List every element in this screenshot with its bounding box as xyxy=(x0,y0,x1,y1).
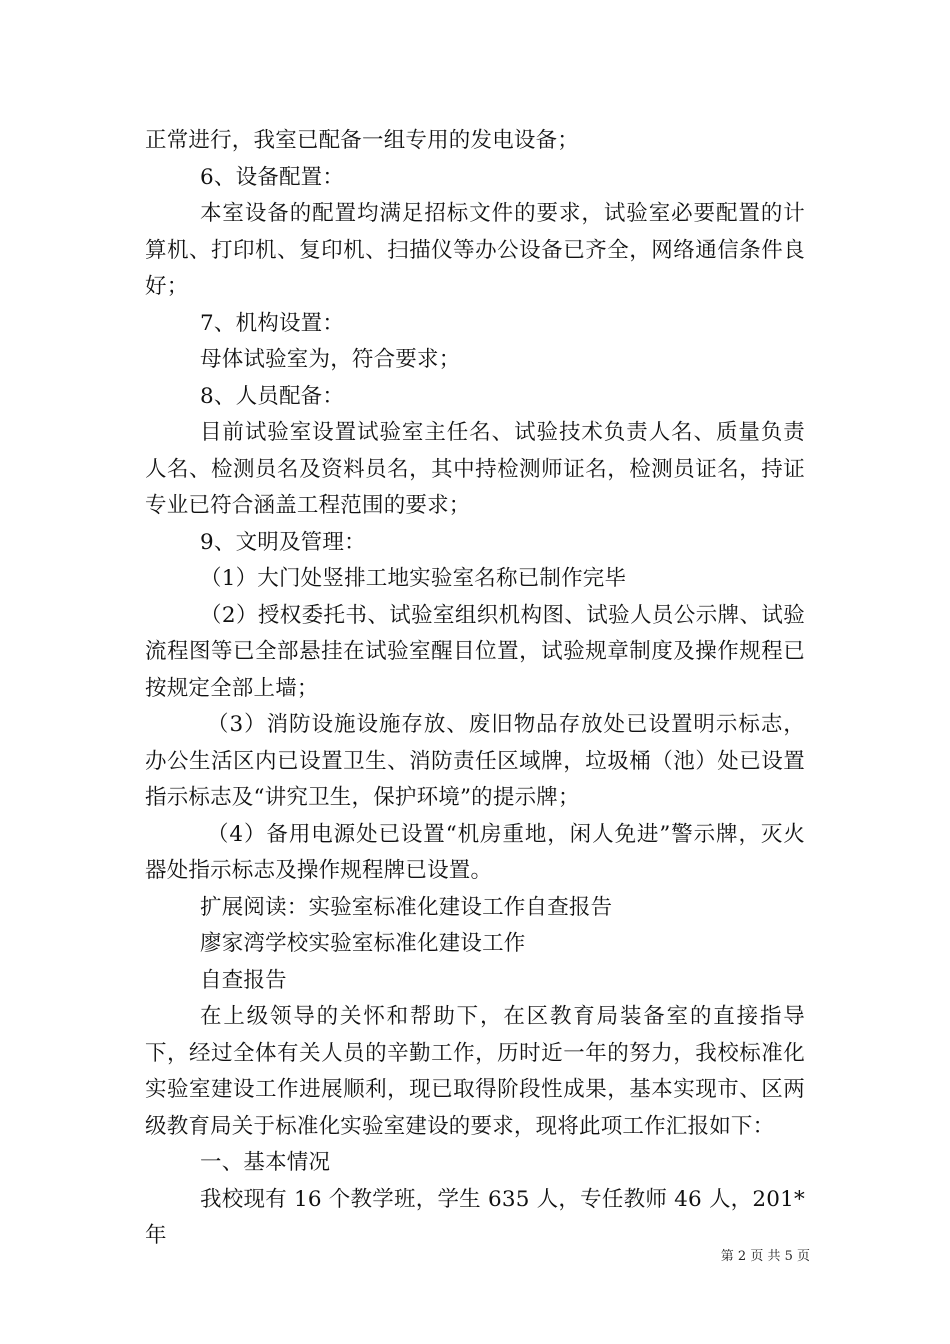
extended-reading-line: 扩展阅读：实验室标准化建设工作自查报告 xyxy=(200,894,613,920)
paragraph-basic-situation: 我校现有 16 个教学班，学生 635 人，专任教师 46 人，201*年 xyxy=(145,1186,805,1248)
item-1-gate-sign: （1）大门处竖排工地实验室名称已制作完毕 xyxy=(200,566,627,591)
report-title-line-1: 廖家湾学校实验室标准化建设工作 xyxy=(200,931,526,956)
report-title-line-2: 自查报告 xyxy=(200,967,287,993)
heading-6-equipment-config: 6、设备配置： xyxy=(200,164,345,190)
heading-7-organization-setup: 7、机构设置： xyxy=(200,310,345,336)
paragraph-organization-setup: 母体试验室为，符合要求； xyxy=(200,347,461,372)
paragraph-report-intro: 在上级领导的关怀和帮助下，在区教育局装备室的直接指导下，经过全体有关人员的辛勤工作，历时近一年的努力，我校标准化实验室建设工作进展顺利，现已取得阶段性成果，基本实现市、区两级教育局关于标准化实验室建设的要求，现将此项工作汇报如下： xyxy=(145,1004,805,1139)
paragraph-equipment-config: 本室设备的配置均满足招标文件的要求，试验室必要配置的计算机、打印机、复印机、扫描仪等办公设备已齐全，网络通信条件良好； xyxy=(145,201,805,299)
heading-8-staffing: 8、人员配备： xyxy=(200,383,345,409)
item-2-posted-documents: （2）授权委托书、试验室组织机构图、试验人员公示牌、试验流程图等已全部悬挂在试验室醒目位置，试验规章制度及操作规程已按规定全部上墙； xyxy=(145,602,805,701)
paragraph-staffing: 目前试验室设置试验室主任名、试验技术负责人名、质量负责人名、检测员名及资料员名，其中持检测师证名，检测员证名，持证专业已符合涵盖工程范围的要求； xyxy=(145,420,805,518)
item-3-fire-safety-signs: （3）消防设施设施存放、废旧物品存放处已设置明示标志，办公生活区内已设置卫生、消防责任区域牌，垃圾桶（池）处已设置指示标志及“讲究卫生，保护环境”的提示牌； xyxy=(145,712,805,810)
paragraph-1: 正常进行，我室已配备一组专用的发电设备； xyxy=(145,128,580,153)
document-body xyxy=(145,123,805,1255)
heading-9-civility-management: 9、文明及管理： xyxy=(200,529,366,555)
page-number-footer: 第 2 页 共 5 页 xyxy=(720,1249,810,1264)
heading-basic-situation: 一、基本情况 xyxy=(200,1150,331,1175)
item-4-power-room-signs: （4）备用电源处已设置“机房重地，闲人免进”警示牌，灭火器处指示标志及操作规程牌已设置。 xyxy=(145,821,805,883)
